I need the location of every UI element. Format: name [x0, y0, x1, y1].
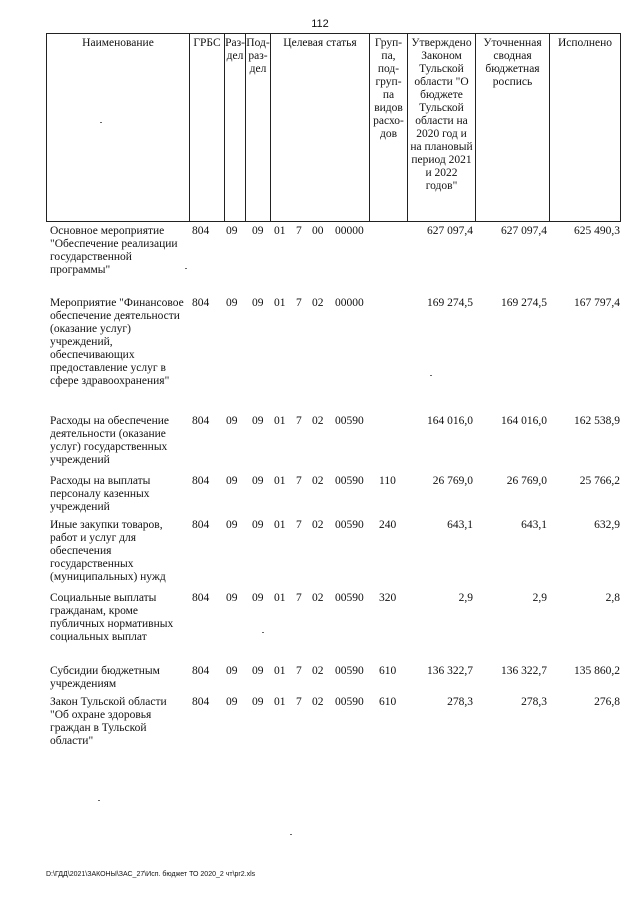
row-target-2: 7 [296, 665, 302, 677]
row-grbs: 804 [192, 297, 210, 309]
row-grbs: 804 [192, 592, 210, 604]
table-header [46, 33, 621, 222]
scan-speck [185, 268, 187, 269]
row-target-1: 01 [274, 297, 286, 309]
row-target-1: 01 [274, 665, 286, 677]
row-approved: 169 274,5 [427, 297, 473, 309]
row-target-3: 02 [312, 475, 324, 487]
row-executed: 167 797,4 [574, 297, 620, 309]
row-target-4: 00590 [335, 519, 364, 531]
header-group: Груп- па, под- груп- па видов расхо- дов [369, 34, 407, 221]
row-refined: 164 016,0 [501, 415, 547, 427]
header-podrazdel: Под- раз- дел [245, 34, 270, 221]
file-path-footer: D:\ГДД\2021\ЗАКОНЫ\ЗАС_27\Исп. бюджет ТО 2020_2 чт\pr2.xls [46, 871, 256, 878]
row-approved: 164 016,0 [427, 415, 473, 427]
row-refined: 627 097,4 [501, 225, 547, 237]
row-razdel: 09 [226, 475, 238, 487]
row-grbs: 804 [192, 665, 210, 677]
row-razdel: 09 [226, 665, 238, 677]
row-target-2: 7 [296, 519, 302, 531]
row-razdel: 09 [226, 696, 238, 708]
row-approved: 643,1 [447, 519, 473, 531]
row-group: 240 [379, 519, 397, 531]
header-name: Наименование [46, 34, 189, 221]
row-target-3: 02 [312, 665, 324, 677]
row-name: Мероприятие "Финансовое обеспечение деятельности (оказание услуг) учреждений, обеспечивающих предоставление услуг в сфере здравоохранения" [50, 297, 184, 387]
row-group: 320 [379, 592, 397, 604]
row-target-1: 01 [274, 225, 286, 237]
page-number: 112 [311, 18, 329, 30]
row-approved: 2,9 [458, 592, 473, 604]
row-grbs: 804 [192, 475, 210, 487]
row-target-2: 7 [296, 415, 302, 427]
row-target-2: 7 [296, 225, 302, 237]
row-podrazdel: 09 [252, 665, 264, 677]
row-executed: 625 490,3 [574, 225, 620, 237]
row-target-4: 00590 [335, 696, 364, 708]
row-executed: 135 860,2 [574, 665, 620, 677]
row-group: 610 [379, 696, 397, 708]
row-target-1: 01 [274, 592, 286, 604]
row-target-3: 02 [312, 592, 324, 604]
header-executed: Исполнено [549, 34, 621, 221]
row-target-4: 00590 [335, 665, 364, 677]
scan-speck [100, 122, 102, 123]
scan-speck [290, 834, 292, 835]
row-executed: 25 766,2 [579, 475, 620, 487]
row-name: Иные закупки товаров, работ и услуг для обеспечения государственных (муниципальных) нужд [50, 519, 166, 583]
row-executed: 276,8 [594, 696, 620, 708]
row-refined: 2,9 [532, 592, 547, 604]
row-executed: 2,8 [605, 592, 620, 604]
row-podrazdel: 09 [252, 475, 264, 487]
row-target-4: 00000 [335, 297, 364, 309]
row-approved: 26 769,0 [432, 475, 473, 487]
row-razdel: 09 [226, 225, 238, 237]
scan-speck [262, 632, 264, 633]
row-target-1: 01 [274, 696, 286, 708]
row-podrazdel: 09 [252, 225, 264, 237]
row-name: Основное мероприятие "Обеспечение реализации государственной программы" [50, 225, 178, 276]
row-approved: 136 322,7 [427, 665, 473, 677]
row-target-4: 00590 [335, 415, 364, 427]
row-grbs: 804 [192, 696, 210, 708]
row-approved: 627 097,4 [427, 225, 473, 237]
row-razdel: 09 [226, 415, 238, 427]
row-target-2: 7 [296, 297, 302, 309]
row-razdel: 09 [226, 519, 238, 531]
row-name: Расходы на обеспечение деятельности (оказание услуг) государственных учреждений [50, 415, 169, 466]
row-group: 610 [379, 665, 397, 677]
row-executed: 632,9 [594, 519, 620, 531]
row-approved: 278,3 [447, 696, 473, 708]
row-podrazdel: 09 [252, 415, 264, 427]
row-grbs: 804 [192, 519, 210, 531]
row-target-3: 02 [312, 415, 324, 427]
row-target-4: 00000 [335, 225, 364, 237]
row-target-3: 02 [312, 519, 324, 531]
scan-speck [98, 800, 100, 801]
row-group: 110 [379, 475, 396, 487]
row-target-1: 01 [274, 475, 286, 487]
header-refined: Уточненная сводная бюджетная роспись [475, 34, 549, 221]
header-razdel: Раз- дел [224, 34, 245, 221]
row-name: Закон Тульской области "Об охране здоровья граждан в Тульской области" [50, 696, 167, 747]
header-grbs: ГРБС [189, 34, 224, 221]
row-target-2: 7 [296, 592, 302, 604]
row-target-1: 01 [274, 519, 286, 531]
header-approved: Утверждено Законом Тульской области "О бюджете Тульской области на 2020 год и на плановый период 2021 и 2022 годов" [407, 34, 475, 221]
row-grbs: 804 [192, 225, 210, 237]
row-razdel: 09 [226, 297, 238, 309]
row-target-3: 02 [312, 696, 324, 708]
row-razdel: 09 [226, 592, 238, 604]
row-target-2: 7 [296, 475, 302, 487]
row-name: Расходы на выплаты персоналу казенных учреждений [50, 475, 151, 513]
row-target-3: 00 [312, 225, 324, 237]
scan-speck [430, 375, 432, 376]
row-podrazdel: 09 [252, 592, 264, 604]
row-target-4: 00590 [335, 592, 364, 604]
row-grbs: 804 [192, 415, 210, 427]
header-target: Целевая статья [270, 34, 369, 221]
row-refined: 643,1 [521, 519, 547, 531]
row-executed: 162 538,9 [574, 415, 620, 427]
row-podrazdel: 09 [252, 696, 264, 708]
row-podrazdel: 09 [252, 519, 264, 531]
row-target-1: 01 [274, 415, 286, 427]
row-refined: 136 322,7 [501, 665, 547, 677]
row-target-2: 7 [296, 696, 302, 708]
row-name: Субсидии бюджетным учреждениям [50, 665, 160, 690]
row-refined: 169 274,5 [501, 297, 547, 309]
row-name: Социальные выплаты гражданам, кроме публичных нормативных социальных выплат [50, 592, 174, 643]
row-podrazdel: 09 [252, 297, 264, 309]
budget-table [46, 33, 621, 747]
row-refined: 26 769,0 [506, 475, 547, 487]
row-refined: 278,3 [521, 696, 547, 708]
row-target-4: 00590 [335, 475, 364, 487]
row-target-3: 02 [312, 297, 324, 309]
